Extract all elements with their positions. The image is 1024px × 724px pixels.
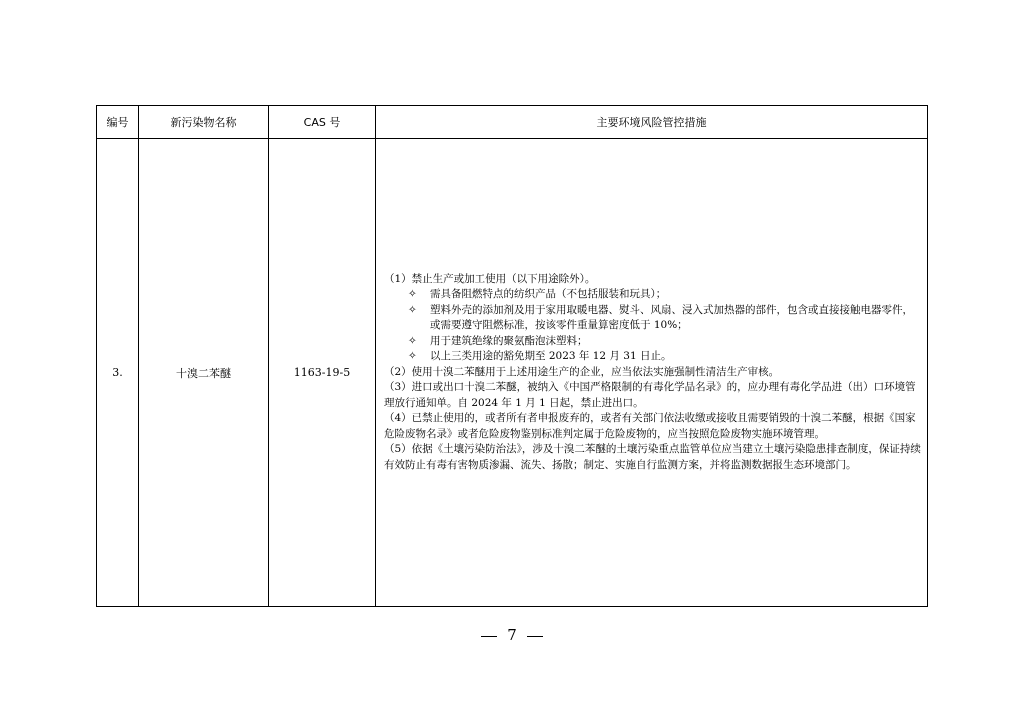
measure-bullet-text: 以上三类用途的豁免期至 2023 年 12 月 31 日止。 bbox=[430, 350, 672, 363]
pollutant-table bbox=[96, 105, 928, 607]
diamond-bullet-icon: ✧ bbox=[408, 350, 417, 363]
measure-item-2: （2）使用十溴二苯醚用于上述用途生产的企业，应当依法实施强制性清洁生产审核。 bbox=[384, 365, 780, 378]
measure-bullet-text: 用于建筑绝缘的聚氨酯泡沫塑料； bbox=[430, 334, 588, 347]
measure-bullet bbox=[384, 349, 921, 365]
right-dash bbox=[527, 636, 543, 637]
measure-bullet-text: 塑料外壳的添加剂及用于家用取暖电器、熨斗、风扇、浸入式加热器的部件，包含或直接接触电器零件，或需要遵守阻燃标准，按该零件重量算密度低于 10%； bbox=[430, 303, 913, 332]
table-row bbox=[97, 139, 928, 607]
cell-pollutant-name: 十溴二苯醚 bbox=[139, 139, 269, 607]
measure-item-1: （1）禁止生产或加工使用（以下用途除外）。 bbox=[384, 272, 596, 285]
diamond-bullet-icon: ✧ bbox=[408, 303, 417, 316]
page-number: 7 bbox=[507, 626, 517, 644]
header-number: 编号 bbox=[97, 106, 139, 139]
table-header-row bbox=[97, 106, 928, 139]
header-pollutant-name: 新污染物名称 bbox=[139, 106, 269, 139]
header-cas-number: CAS 号 bbox=[269, 106, 376, 139]
measure-item-3: （3）进口或出口十溴二苯醚，被纳入《中国严格限制的有毒化学品名录》的，应办理有毒化学品进（出）口环境管理放行通知单。自 2024 年 1 月 1 日起，禁止进出口。 bbox=[384, 381, 916, 409]
cell-risk-measures bbox=[376, 139, 928, 607]
left-dash bbox=[481, 636, 497, 637]
diamond-bullet-icon: ✧ bbox=[408, 334, 417, 347]
measure-bullet bbox=[384, 287, 921, 303]
cell-cas-number: 1163-19-5 bbox=[269, 139, 376, 607]
diamond-bullet-icon: ✧ bbox=[408, 288, 417, 301]
measure-bullet bbox=[384, 303, 921, 334]
measure-item-4: （4）已禁止使用的，或者所有者申报废弃的，或者有关部门依法收缴或接收且需要销毁的十溴二苯醚，根据《国家危险废物名录》或者危险废物鉴别标准判定属于危险废物的，应当按照危险废物实施环境管理。 bbox=[384, 412, 916, 440]
header-risk-measures: 主要环境风险管控措施 bbox=[376, 106, 928, 139]
measure-bullet bbox=[384, 334, 921, 350]
measure-bullet-text: 需具备阻燃特点的纺织产品（不包括服装和玩具）； bbox=[430, 288, 667, 301]
measure-item-5: （5）依据《土壤污染防治法》，涉及十溴二苯醚的土壤污染重点监管单位应当建立土壤污染隐患排查制度，保证持续有效防止有毒有害物质渗漏、流失、扬散；制定、实施自行监测方案，并将监测数据报生态环境部门。 bbox=[384, 443, 921, 471]
page-footer bbox=[0, 626, 1024, 644]
cell-number: 3. bbox=[97, 139, 139, 607]
